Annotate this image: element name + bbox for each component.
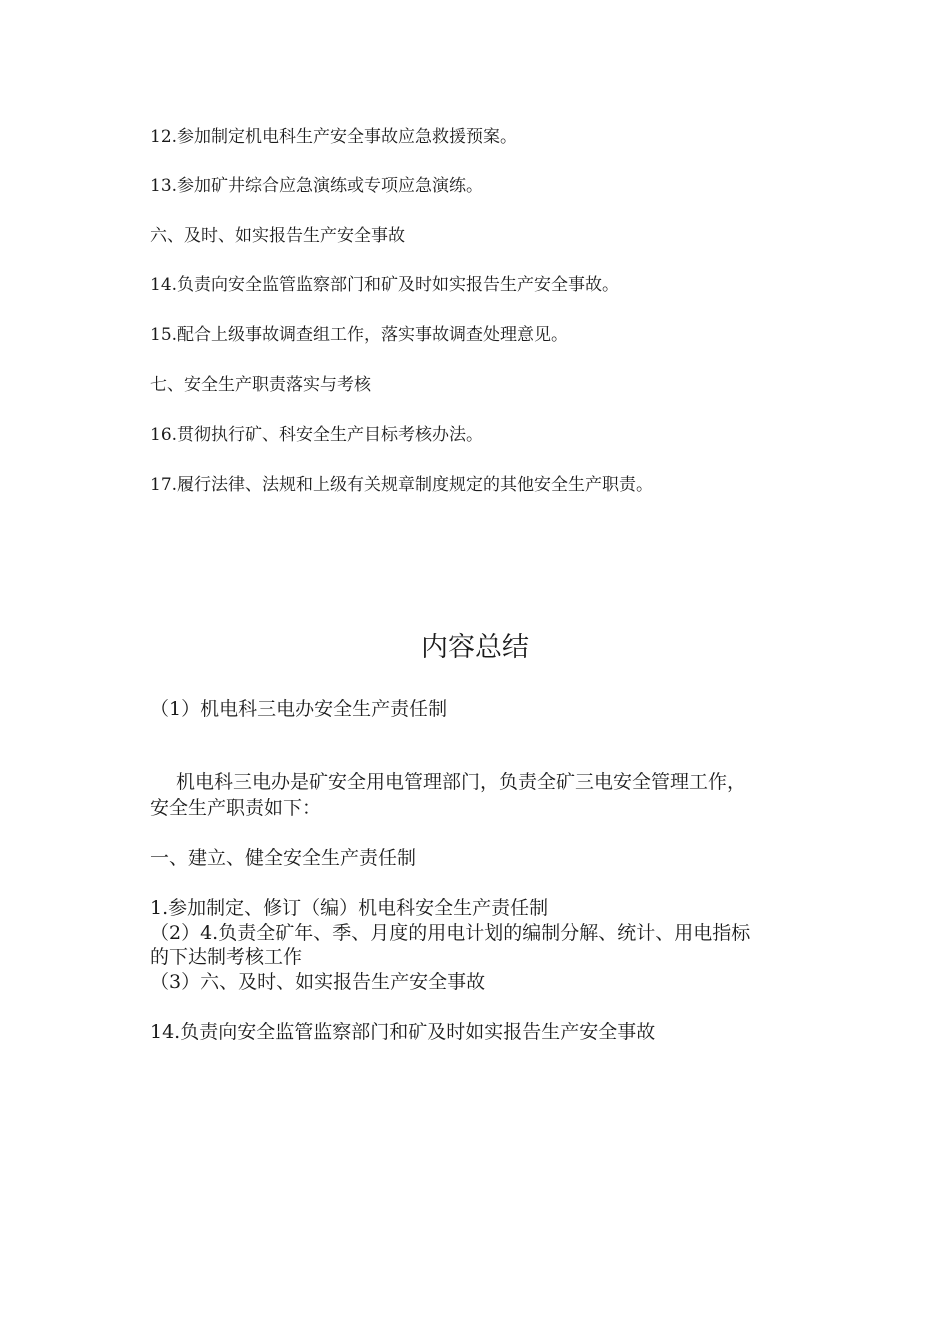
- summary-item-3: （3）六、及时、如实报告生产安全事故: [150, 971, 486, 993]
- section-heading-6: 六、及时、如实报告生产安全事故: [150, 226, 405, 246]
- item-15: 15.配合上级事故调查组工作，落实事故调查处理意见。: [150, 325, 569, 345]
- item-16: 16.贯彻执行矿、科安全生产目标考核办法。: [150, 425, 484, 445]
- item-13: 13.参加矿井综合应急演练或专项应急演练。: [150, 176, 484, 196]
- summary-subtitle: （1）机电科三电办安全生产责任制: [150, 698, 448, 720]
- summary-item-2: （2）4.负责全矿年、季、月度的用电计划的编制分解、统计、用电指标: [150, 922, 751, 944]
- summary-paragraph-line-1: 机电科三电办是矿安全用电管理部门，负责全矿三电安全管理工作，: [176, 771, 747, 793]
- item-12: 12.参加制定机电科生产安全事故应急救援预案。: [150, 127, 518, 147]
- item-17: 17.履行法律、法规和上级有关规章制度规定的其他安全生产职责。: [150, 475, 654, 495]
- summary-item-1: 1.参加制定、修订（编）机电科安全生产责任制: [150, 897, 549, 919]
- summary-title: 内容总结: [421, 632, 529, 663]
- section-heading-7: 七、安全生产职责落实与考核: [150, 375, 371, 395]
- item-14: 14.负责向安全监管监察部门和矿及时如实报告生产安全事故。: [150, 275, 620, 295]
- summary-heading-1: 一、建立、健全安全生产责任制: [150, 847, 417, 869]
- summary-item-2-cont: 的下达制考核工作: [150, 946, 303, 968]
- summary-item-14: 14.负责向安全监管监察部门和矿及时如实报告生产安全事故: [150, 1021, 656, 1043]
- summary-paragraph-line-2: 安全生产职责如下：: [150, 797, 322, 819]
